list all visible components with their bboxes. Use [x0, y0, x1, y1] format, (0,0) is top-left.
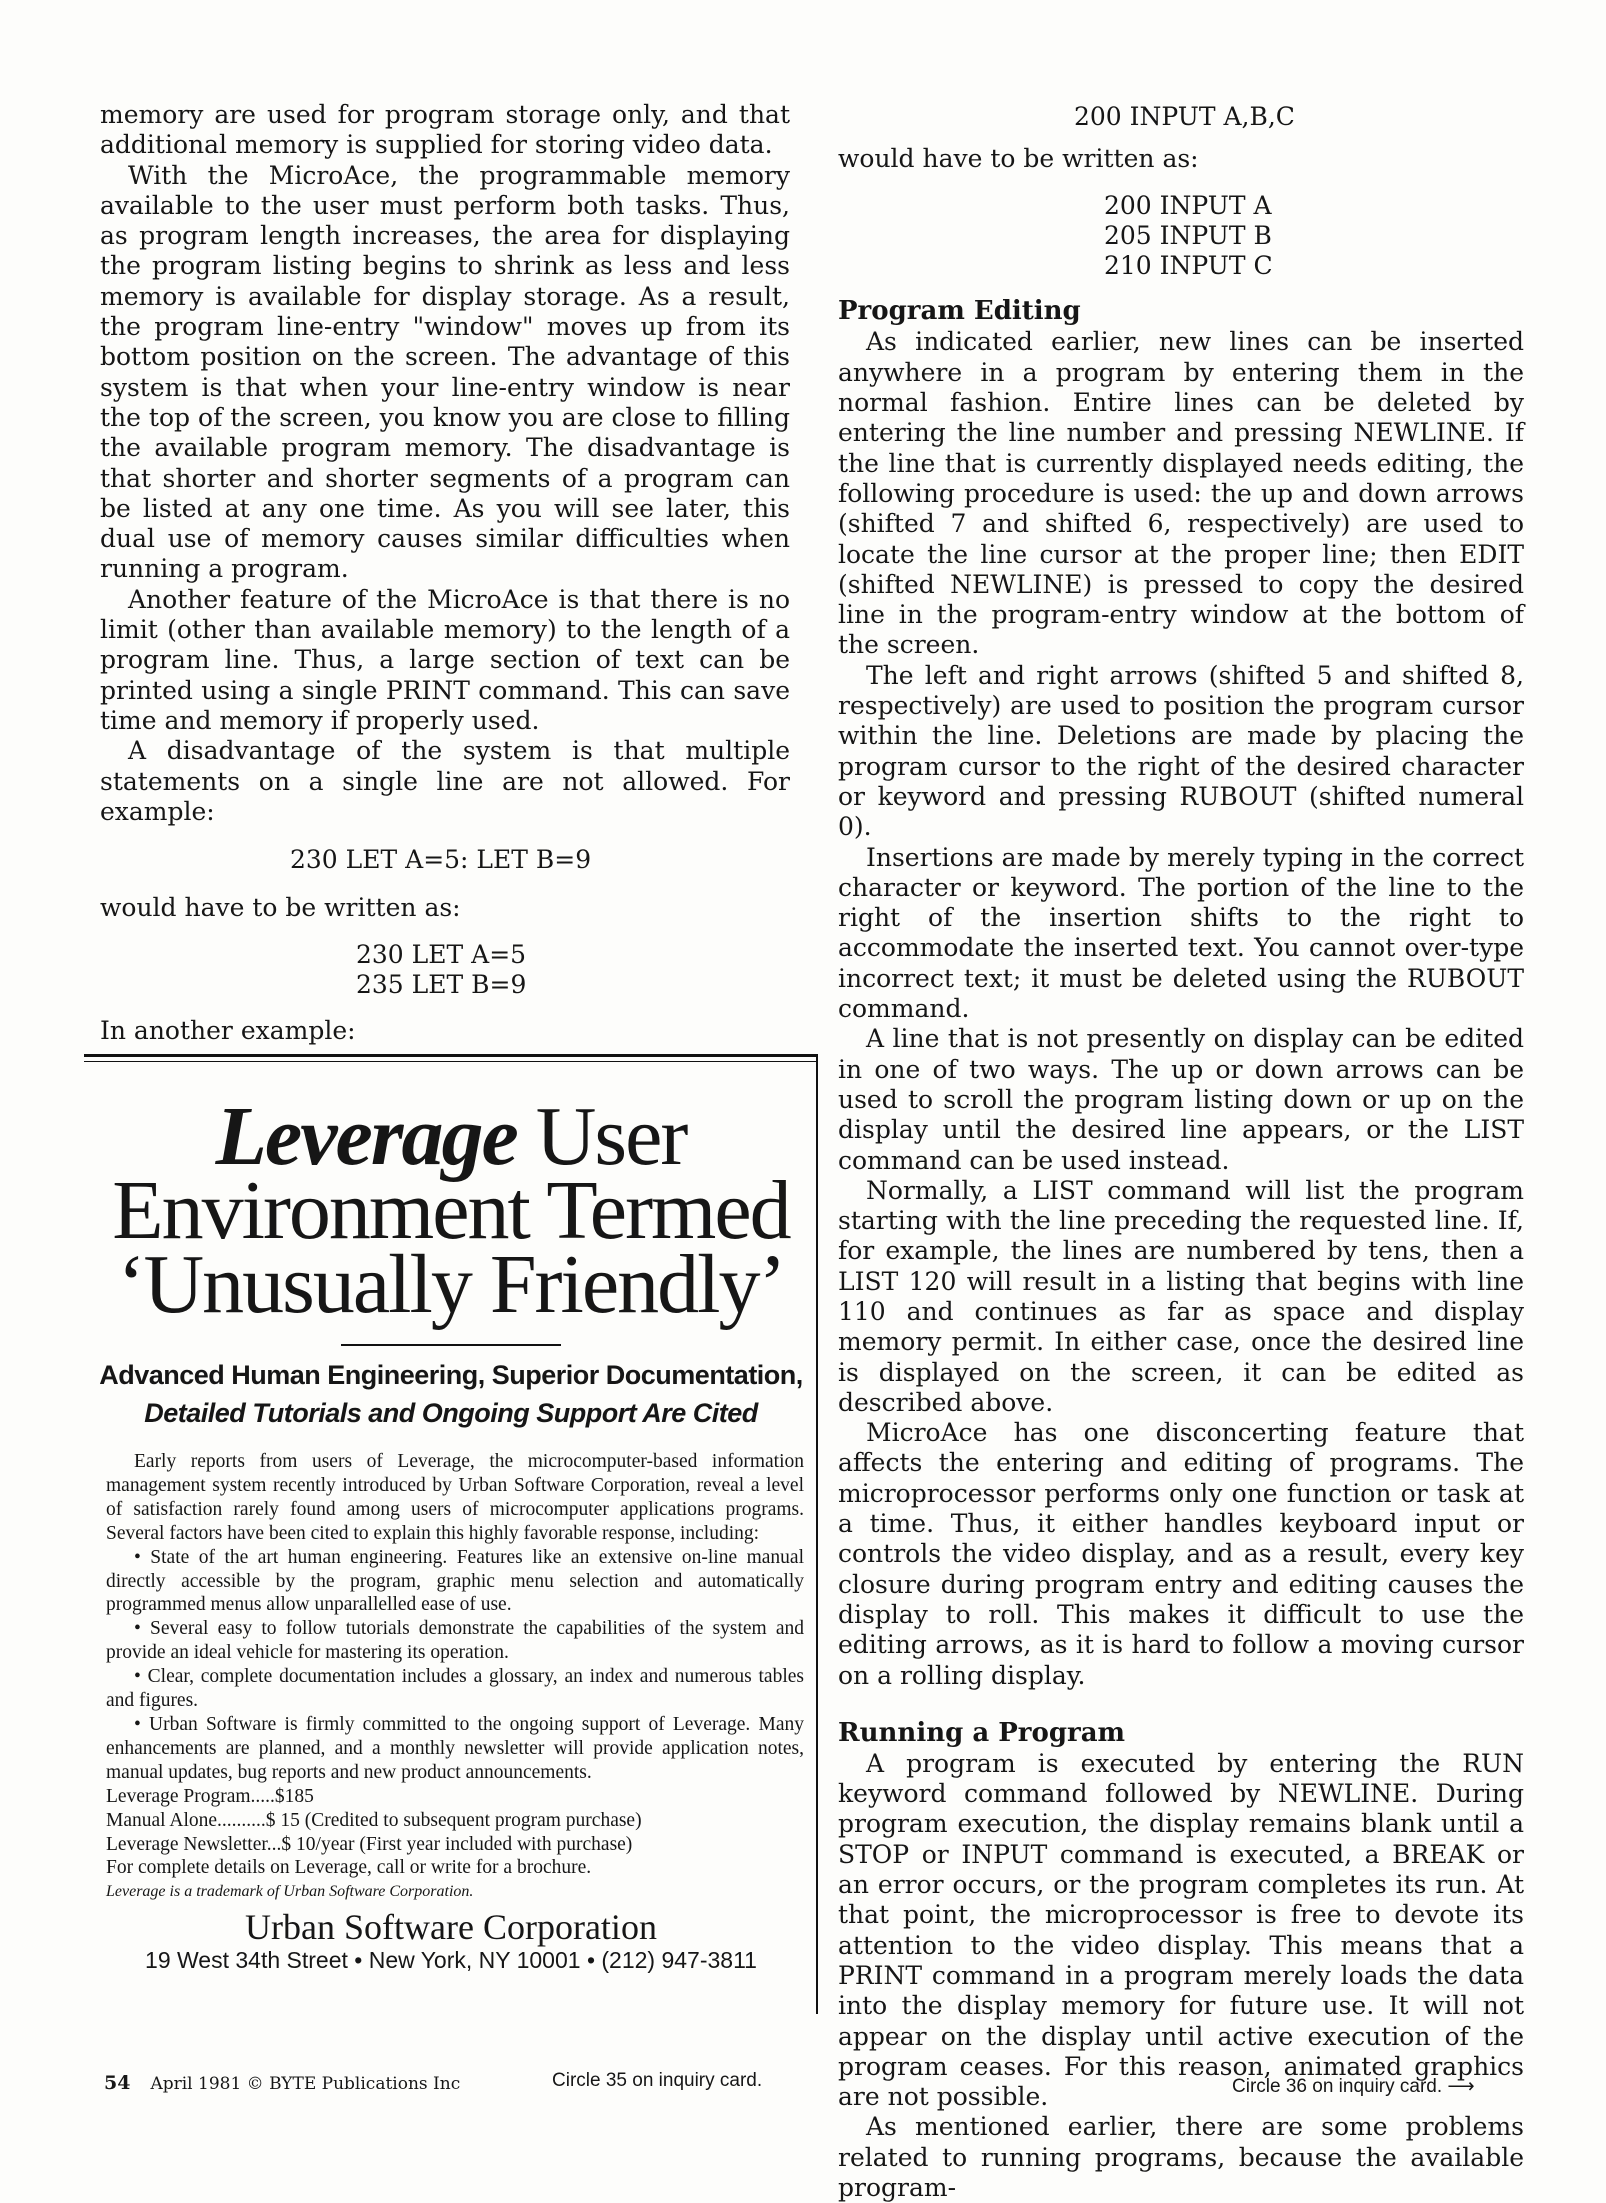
ad-company-name: Urban Software Corporation: [245, 1907, 657, 1948]
ad-trademark: Leverage is a trademark of Urban Software Corporation.: [106, 1883, 474, 1901]
code-block: [356, 940, 790, 1001]
ad-title-italic: Leverage: [215, 1090, 517, 1183]
ad-bullet: • Clear, complete documentation includes a glossary, an index and numerous tables and figures.: [106, 1666, 804, 1712]
ad-headline: [84, 1090, 818, 1331]
divider: [341, 1344, 561, 1346]
code-line: 200 INPUT A,B,C: [1074, 102, 1295, 131]
paragraph: The left and right arrows (shifted 5 and shifted 8, respectively) are used to position the program cursor within the line. Deletions are made by placing the program cursor to the right of the desired character or keyword and pressing RUBOUT (shifted numeral 0).: [838, 660, 1524, 842]
price-line: Manual Alone..........$ 15 (Credited to subsequent program purchase): [106, 1809, 642, 1831]
paragraph: A line that is not presently on display can be edited in one of two ways. The up or down arrows can be used to scroll the program listing down or up on the display until the desired line appears, or the LIST command can be used instead.: [838, 1024, 1524, 1175]
code-line: 200 INPUT A: [1104, 190, 1272, 220]
ad-subheadline-line2: Detailed Tutorials and Ongoing Support Are Cited: [144, 1398, 758, 1428]
code-line: 230 LET A=5: LET B=9: [290, 845, 592, 875]
inquiry-card-note: Circle 36 on inquiry card. ⟶: [1232, 2076, 1475, 2097]
ad-details: For complete details on Leverage, call or write for a brochure.: [106, 1857, 592, 1879]
divider: [816, 1054, 818, 2014]
price-line: Leverage Newsletter...$ 10/year (First year included with purchase): [106, 1833, 633, 1855]
paragraph: A disadvantage of the system is that multiple statements on a single line are not allowed. For example:: [100, 736, 790, 826]
paragraph: Insertions are made by merely typing in the correct character or keyword. The portion of the line to the right of the insertion shifts to the right to accommodate the inserted text. You cannot over-type incorrect text; it must be deleted using the RUBOUT command.: [838, 842, 1524, 1024]
paragraph: A program is executed by entering the RUN keyword command followed by NEWLINE. During program execution, the display remains blank until a STOP or INPUT command is executed, a BREAK or an error occurs, or the program completes its run. At that point, the microprocessor is free to devote its attention to the video display. This means that a PRINT command in a program merely loads the data into the display memory for future use. It will not appear on the display until active execution of the program ceases. For this reason, animated graphics are not possible.: [838, 1748, 1524, 2112]
paragraph: MicroAce has one disconcerting feature that affects the entering and editing of programs. The microprocessor performs only one function or task at a time. Thus, it either handles keyboard input or controls the video display, and as a result, every key closure during program entry and editing causes the display to roll. This makes it difficult to use the editing arrows, as it is hard to follow a moving cursor on a rolling display.: [838, 1418, 1524, 1690]
code-line: 235 LET B=9: [356, 970, 527, 1000]
paragraph: memory are used for program storage only, and that additional memory is supplied for storing video data.: [100, 100, 790, 160]
footer-issue: [104, 2072, 460, 2094]
ad-bullet: • Urban Software is firmly committed to the ongoing support of Leverage. Many enhancements are planned, and a monthly newsletter will provide application notes, manual updates, bug reports and new product announcements.: [106, 1713, 804, 1783]
ad-paragraph: Early reports from users of Leverage, the microcomputer-based information management system recently introduced by Urban Software Corporation, reveal a level of satisfaction rarely found among users of microcomputer applications programs. Several factors have been cited to explain this highly favorable response, including:: [106, 1451, 804, 1544]
ad-address: 19 West 34th Street • New York, NY 10001 • (212) 947-3811: [145, 1947, 757, 1974]
page-number: 54: [104, 2072, 131, 2094]
right-column: [838, 102, 1524, 2203]
paragraph: As mentioned earlier, there are some problems related to running programs, because the available program-: [838, 2112, 1524, 2202]
left-column: [100, 100, 790, 1047]
code-line: 230 LET A=5: [356, 939, 527, 969]
ad-bullet: • Several easy to follow tutorials demonstrate the capabilities of the system and provide an ideal vehicle for mastering its operation.: [106, 1618, 804, 1664]
ad-title-line3: ‘Unusually Friendly’: [117, 1238, 785, 1331]
code-block: [1104, 191, 1524, 282]
section-heading: Running a Program: [838, 1717, 1126, 1748]
paragraph: would have to be written as:: [838, 144, 1199, 174]
paragraph: would have to be written as:: [100, 893, 461, 923]
ad-bullet: • State of the art human engineering. Features like an extensive on-line manual directly accessible by the program, graphic menu selection and automatically programmed menus allow unparallelled ease of use.: [106, 1546, 804, 1616]
ad-body: [84, 1450, 818, 1904]
paragraph: With the MicroAce, the programmable memory available to the user must perform both tasks. Thus, as program length increases, the area for displaying the program listing begins to shrink as less and less memory is available for display storage. As a result, the program line-entry "window" moves up from its bottom position on the screen. The advantage of this system is that when your line-entry window is near the top of the screen, you know you are close to filling the available program memory. The disadvantage is that shorter and shorter segments of a program can be listed at any one time. As you will see later, this dual use of memory causes similar difficulties when running a program.: [100, 160, 790, 584]
ad-title-line1: User: [516, 1090, 687, 1183]
price-line: Leverage Program.....$185: [106, 1785, 314, 1807]
divider: [84, 1061, 818, 1062]
code-line: 205 INPUT B: [1104, 220, 1272, 250]
paragraph: Normally, a LIST command will list the program starting with the line preceding the requested line. If, for example, the lines are numbered by tens, then a LIST 120 will result in a listing that begins with line 110 and continues as far as space and display memory permit. In either case, once the desired line is displayed on the screen, it can be edited as described above.: [838, 1175, 1524, 1417]
ad-subheadline-line1: Advanced Human Engineering, Superior Documentation,: [99, 1360, 803, 1390]
paragraph: As indicated earlier, new lines can be inserted anywhere in a program by entering them in the normal fashion. Entire lines can be deleted by entering the line number and pressing NEWLINE. If the line that is currently displayed needs editing, the following procedure is used: the up and down arrows (shifted 7 and shifted 6, respectively) are used to locate the line cursor at the proper line; then EDIT (shifted NEWLINE) is pressed to copy the desired line in the program-entry window at the bottom of the screen.: [838, 327, 1524, 660]
paragraph: In another example:: [100, 1016, 356, 1046]
advertisement: [84, 1054, 818, 2014]
ad-subheadline: [84, 1356, 818, 1432]
inquiry-card-note: Circle 35 on inquiry card.: [552, 2070, 763, 2091]
divider: [84, 1054, 818, 1057]
section-heading: Program Editing: [838, 296, 1081, 327]
code-line: 210 INPUT C: [1104, 251, 1273, 281]
ad-title-line2: Environment Termed: [112, 1164, 790, 1257]
issue-line: April 1981 © BYTE Publications Inc: [150, 2074, 461, 2094]
paragraph: Another feature of the MicroAce is that there is no limit (other than available memory) to the length of a program line. Thus, a large section of text can be printed using a single PRINT command. This can save time and memory if properly used.: [100, 584, 790, 735]
